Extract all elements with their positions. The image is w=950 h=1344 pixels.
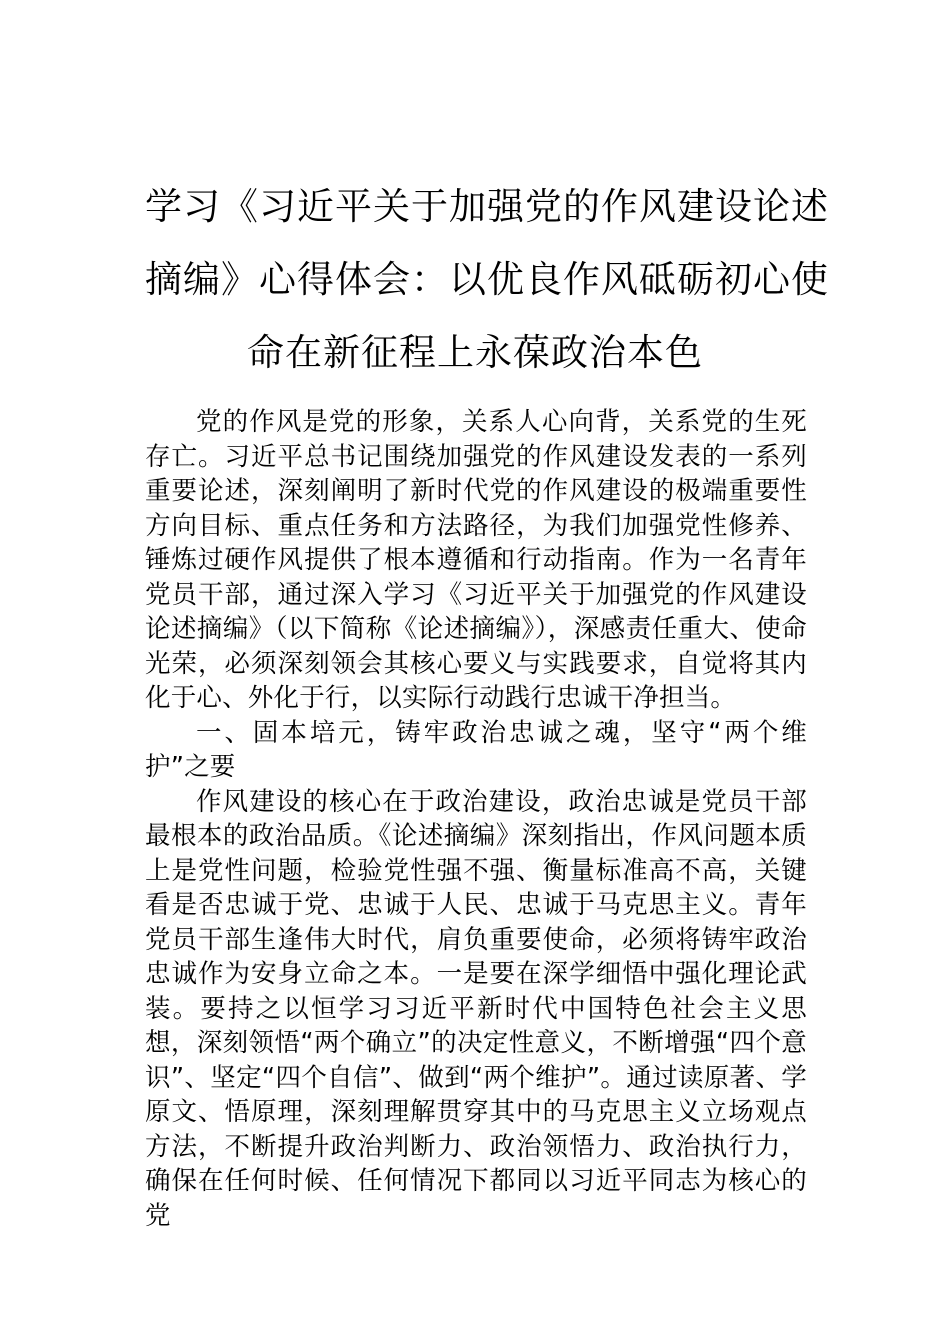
title-line-1: 学习《习近平关于加强党的作风建设论述 — [145, 185, 829, 228]
document-body — [145, 405, 807, 1233]
paragraph-intro: 党的作风是党的形象，关系人心向背，关系党的生死存亡。习近平总书记围绕加强党的作风建设发表的一系列重要论述，深刻阐明了新时代党的作风建设的极端重要性方向目标、重点任务和方法路径，为我们加强党性修养、锤炼过硬作风提供了根本遵循和行动指南。作为一名青年党员干部，通过深入学习《习近平关于加强党的作风建设论述摘编》（以下简称《论述摘编》），深感责任重大、使命光荣，必须深刻领会其核心要义与实践要求，自觉将其内化于心、外化于行，以实际行动践行忠诚干净担当。 — [145, 407, 807, 713]
document-title — [145, 170, 829, 389]
section-heading-1: 一、固本培元，铸牢政治忠诚之魂，坚守“两个维护”之要 — [145, 717, 807, 782]
title-line-2: 摘编》心得体会：以优良作风砥砺初心使 — [145, 258, 829, 301]
title-line-3: 命在新征程上永葆政治本色 — [247, 331, 703, 374]
paragraph-section-1: 作风建设的核心在于政治建设，政治忠诚是党员干部最根本的政治品质。《论述摘编》深刻指出，作风问题本质上是党性问题，检验党性强不强、衡量标准高不高，关键看是否忠诚于党、忠诚于人民、忠诚于马克思主义。青年党员干部生逢伟大时代，肩负重要使命，必须将铸牢政治忠诚作为安身立命之本。一是要在深学细悟中强化理论武装。要持之以恒学习习近平新时代中国特色社会主义思想，深刻领悟“两个确立”的决定性意义，不断增强“四个意识”、坚定“四个自信”、做到“两个维护”。通过读原著、学原文、悟原理，深刻理解贯穿其中的马克思主义立场观点方法，不断提升政治判断力、政治领悟力、政治执行力，确保在任何时候、任何情况下都同以习近平同志为核心的党 — [145, 786, 807, 1231]
